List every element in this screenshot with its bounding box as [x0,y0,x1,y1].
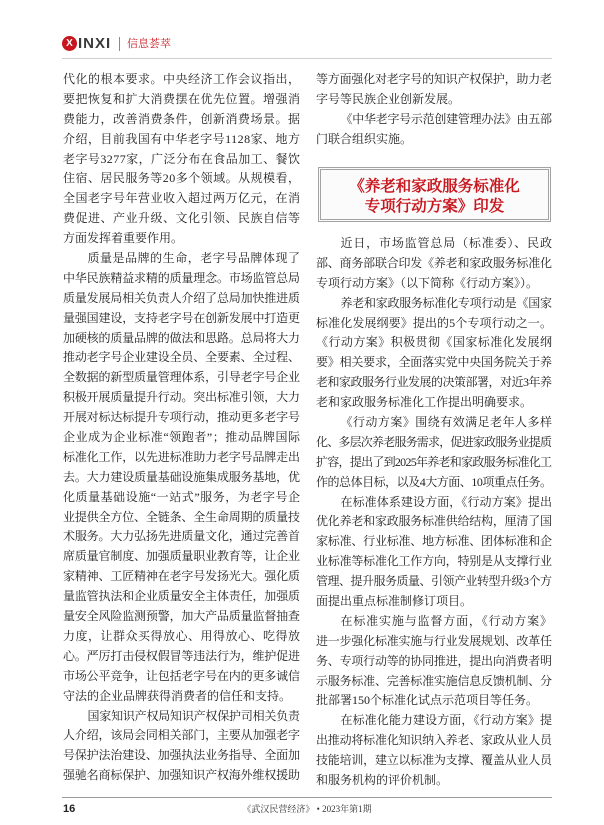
text-line: 字号等民族企业创新发展。 [316,91,461,106]
text-line: 在标准实施与监督方面，《行动方案》 [340,613,553,628]
text-line: 中华民族精益求精的质量理念。市场监管总局 [63,270,300,285]
text-line: 《行动方案》积极贯彻《国家标准化发展纲 [316,335,553,350]
text-line: 代化的根本要求。中央经济工作会议指出， [63,72,301,86]
text-line: 老和家政服务行业发展的决策部署，对近3年养 [316,375,552,390]
header-rule [62,58,552,59]
text-line: 管理、提升服务质量、引领产业转型升级3个方 [316,574,552,589]
text-line: 化质量基础设施“一站式”服务，为老字号企 [63,489,301,504]
text-line: 业提供全方位、全链条、全生命周期的质量技 [63,509,300,524]
text-line: 批部署150个标准化试点示范项目等任务。 [316,693,539,708]
header-divider [119,37,120,51]
text-line: 作的总体目标，以及4大方面、10项重点任务。 [316,474,552,489]
text-line: 《中华老字号示范创建管理办法》由五部 [340,111,552,126]
text-line: 人介绍，该局会同相关部门，主要从加强老字 [63,728,300,743]
footer-rule [62,797,552,798]
text-line: 等方面强化对老字号的知识产权保护，助力老 [316,72,552,86]
text-line: 标准化发展纲要》提出的5个专项行动之一。 [316,315,553,330]
text-line: 去。大力建设质量基础设施集成服务基地，优 [63,469,300,484]
text-line: 国家知识产权局知识产权保护司相关负责 [87,708,300,723]
text-line: 家精神、工匠精神在老字号发扬光大。强化质 [63,569,300,584]
text-line: 《行动方案》围绕有效满足老年人多样 [340,415,553,430]
text-line: 标准化工作，以先进标准助力老字号品牌走出 [63,449,300,464]
text-line: 老字号3277家，广泛分布在食品加工、餐饮 [63,151,301,166]
paragraph [316,612,552,711]
text-line: 推动老字号企业建设全员、全要素、全过程、 [63,350,300,365]
text-line: 全国老字号年营业收入超过两万亿元，在消 [63,191,301,206]
text-line: 力度，让群众买得放心、用得放心、吃得放 [63,628,301,643]
text-line: 费促进、产业升级、文化引领、民族自信等 [63,211,301,226]
text-line: 加硬核的质量品牌的做法和思路。总局将大力 [63,330,300,345]
text-line: 费能力，改善消费条件，创新消费场景。据 [63,111,301,126]
text-line: 面提出重点标准制修订项目。 [316,594,473,609]
text-line: 心。严厉打击侵权假冒等违法行为，维护促进 [63,648,300,663]
text-line: 号保护法治建设、加强执法业务指导、全面加 [63,748,300,763]
journal-issue: 《武汉民营经济》 • 2023年第1期 [242,804,372,814]
paragraph [316,70,552,110]
paragraph [316,294,552,413]
article-title-line: 《养老和家政服务标准化 [349,176,520,195]
text-line: 务、专项行动等的协同推进，提出向消费者明 [316,653,552,668]
text-line: 家标准、行业标准、地方标准、团体标准和企 [316,534,552,549]
text-line: 示服务标准、完善标准实施信息反馈机制、分 [316,673,552,688]
text-line: 专项行动方案》（以下简称《行动方案》）。 [316,275,539,290]
text-line: 席质量官制度、加强质量职业教育等，让企业 [63,549,300,564]
text-line: 住宿、居民服务等20多个领域。从规模看， [63,171,301,186]
text-line: 技能培训，建立以标准为支撑、覆盖从业人员 [316,753,552,768]
paragraph [316,234,552,294]
paragraph [63,249,300,706]
text-line: 全数据的新型质量管理体系，引导老字号企业 [63,370,300,385]
text-line: 养老和家政服务标准化专项行动是《国家 [340,295,552,310]
text-line: 和服务机构的评价机制。 [316,773,449,788]
article-title-box [318,167,551,222]
paragraph [316,413,552,493]
page-number: 16 [63,803,76,815]
right-column-top [316,70,552,150]
text-line: 开展对标达标提升专项行动，推动更多老字号 [63,410,300,425]
text-line: 量安全风险监测预警，加大产品质量监督抽查 [63,609,300,624]
text-line: 在标准体系建设方面，《行动方案》提出 [340,494,553,509]
text-line: 扩容，提出了到2025年养老和家政服务标准化工 [316,454,552,469]
text-line: 进一步强化标准实施与行业发展规划、改革任 [316,633,552,648]
right-column-bottom [316,234,552,791]
text-line: 部、商务部联合印发《养老和家政服务标准化 [316,255,552,270]
text-line: 近日，市场监管总局（标准委）、民政 [340,236,553,250]
left-column [63,70,300,786]
text-line: 老和家政服务标准化工作提出明确要求。 [316,395,533,410]
text-line: 在标准化能力建设方面，《行动方案》提 [340,713,553,728]
text-line: 质量是品牌的生命，老字号品牌体现了 [87,251,301,266]
text-line: 量强国建设，支持老字号在创新发展中打造更 [63,310,300,325]
text-line: 优化养老和家政服务标准供给结构，厘清了国 [316,514,552,529]
paragraph [316,493,552,612]
text-line: 门联合组织实施。 [316,131,413,146]
text-line: 化、多层次养老服务需求，促进家政服务业提质 [316,434,552,449]
paragraph [316,711,552,791]
text-line: 市场公平竞争，让包括老字号在内的更多诚信 [63,668,300,683]
section-title: 信息荟萃 [127,38,171,50]
logo-text: INXI [78,35,112,52]
text-line: 量监管执法和企业质量安全主体责任，加强质 [63,589,300,604]
text-line: 企业成为企业标准“领跑者”；推动品牌国际 [63,430,301,445]
text-line: 方面发挥着重要作用。 [63,231,184,246]
text-line: 守法的企业品牌获得消费者的信任和支持。 [63,688,292,703]
text-line: 术服务。大力弘扬先进质量文化，通过完善首 [63,529,300,544]
paragraph [63,707,300,787]
text-line: 出推动将标准化知识纳入养老、家政从业人员 [316,733,552,748]
logo-badge: X [62,36,77,51]
paragraph [63,70,300,249]
paragraph [316,110,552,150]
article-title-line: 专项行动方案》印发 [364,196,505,215]
text-line: 要》相关要求，全面落实党中央国务院关于养 [316,355,552,370]
text-line: 介绍，目前我国有中华老字号1128家、地方 [63,131,301,146]
text-line: 积极开展质量提升行动。突出标准引领，大力 [63,390,300,405]
text-line: 要把恢复和扩大消费摆在优先位置。增强消 [63,91,301,106]
text-line: 业标准等标准化工作方向，特别是从支撑行业 [316,554,552,569]
text-line: 质量发展局相关负责人介绍了总局加快推进质 [63,290,300,305]
text-line: 强驰名商标保护、加强知识产权海外维权援助 [63,768,300,783]
